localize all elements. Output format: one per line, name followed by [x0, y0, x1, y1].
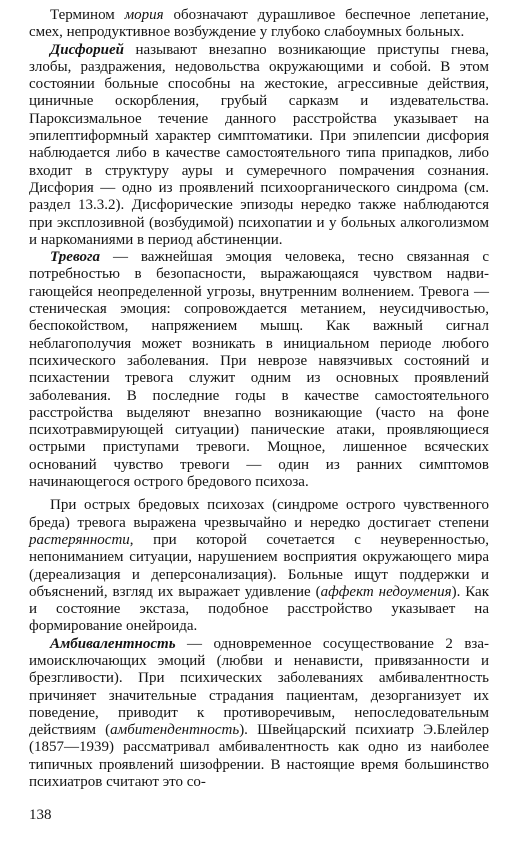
text-run: ). Швейцарский психиатр Э.Блейлер (1857—1939) рассматривал амбивалентность как одно из наиболее типичных проявлений шизофрении. В настоящие время большинство психиатров считают это со- [29, 722, 489, 791]
paragraph-ambivalence [29, 636, 489, 792]
italic-term-confusion: растерянности [29, 531, 130, 548]
italic-term-moria: мория [124, 7, 164, 23]
text-run: Термином [50, 7, 125, 23]
paragraph-acute-psychosis [29, 497, 489, 635]
paragraph-moria [29, 7, 489, 42]
page-number: 138 [29, 807, 52, 823]
italic-term-ambitendency: амбитендентность [110, 722, 240, 739]
term-anxiety: Тревога [50, 249, 100, 266]
term-dysphoria: Дисфорией [50, 41, 124, 58]
paragraph-dysphoria [29, 42, 489, 250]
paragraph-anxiety [29, 249, 489, 491]
text-run: , при которой сочетается с неуверенностью, непониманием ситуации, нарушением восприятия окружающего мира (дереализация и деперсонализация). Больные ищут поддержки и объяснений, взгляд их выражает удивление ( [29, 531, 489, 600]
text-run: — важнейшая эмоция человека, тесно связанная с потребностью в безопасности, выражающаяся чувством надвигающейся неопределенной угрозы, внутренним волнением. Тревога — стеническая эмоция: сопровождается метанием, неусидчивостью, беспокойством, напряжением мышц. Как важный сигнал неблагополучия может возникать в инициальном периоде любого психического заболевания. При неврозе навязчивых состояний и психастении тревога служит одним из основных проявлений заболевания. В последние годы в качестве самостоятельного расстройства выделяют внезапно возникающие (часто на фоне психотравмирующей ситуации) панические атаки, проявляющиеся острыми приступами тревоги. Мощное, лишенное всяческих оснований чувство тревоги — один из ранних симптомов начинающегося острого бредового психоза. [29, 249, 489, 491]
text-run: — одновременное сосуществование 2 взаимоисключающих эмоций (любви и ненависти, привязанности и брезгливости). При психических заболеваниях амбивалентность причиняет значительные страдания пациентам, дезорганизует их поведение, приводит к противоречивым, непоследовательным действиям ( [29, 635, 489, 739]
text-run: ). Как и состояние экстаза, подобное расстройство указывает на формирование онейроида. [29, 583, 489, 635]
italic-term-perplexity-affect: аффект недоумения [320, 583, 452, 600]
text-run: обозначают дурашливое беспечное лепетание, смех, непродуктивное возбуждение у глубоко слабоумных больных. [29, 7, 489, 41]
text-run: При острых бредовых психозах (синдроме острого чувственного бреда) тревога выражена чрезвычайно и нередко достигает степени [29, 497, 489, 531]
term-ambivalence: Амбивалентность [50, 635, 176, 652]
text-run: называют внезапно возникающие приступы гнева, злобы, раздражения, недовольства окружающими и собой. В этом состоянии больные способны на жестокие, агрессивные действия, циничные оскорбления, грубый сарказм и издевательства. Пароксизмальное течение данного расстройства указывает на эпилептиформный характер симптоматики. При эпилепсии дисфория наблюдается либо в качестве самостоятельного типа припадков, либо входит в структуру ауры и сумеречного помрачения сознания. Дисфория — одно из проявлений психоорганического синдрома (см. раздел 13.3.2). Дисфорические эпизоды нередко также наблюдаются при эксплозивной (возбудимой) психопатии и у больных алкоголизмом и наркоманиями в период абстиненции. [29, 41, 489, 248]
